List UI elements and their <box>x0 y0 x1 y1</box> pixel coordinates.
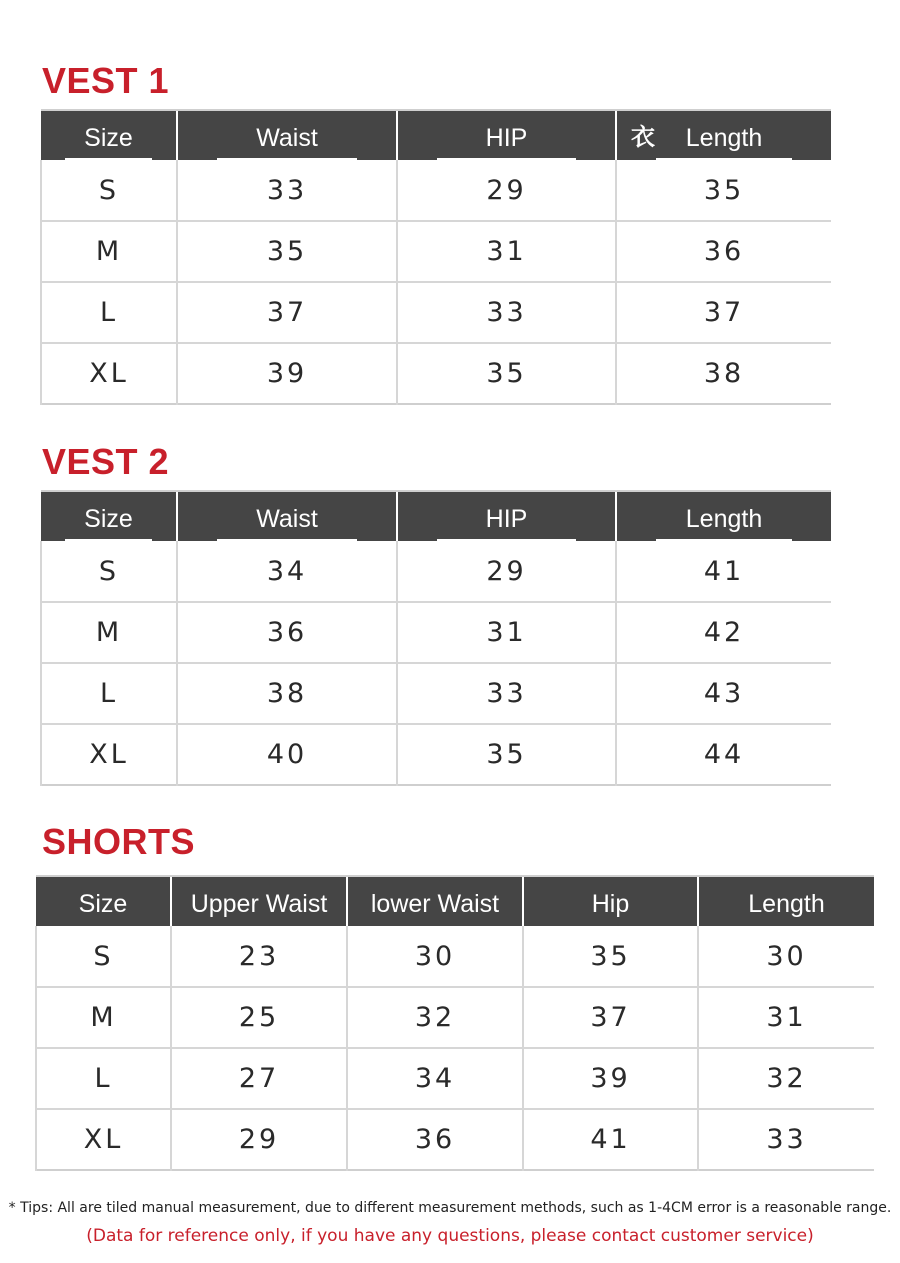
length-cell: 31 <box>698 987 874 1048</box>
size-cell: XL <box>41 724 177 785</box>
hip-cell: 41 <box>523 1109 698 1170</box>
upper-waist-cell: 29 <box>171 1109 347 1170</box>
chinese-garment-glyph: 衣 <box>631 123 655 151</box>
measurement-tips: * Tips: All are tiled manual measurement, due to different measurement methods, such as 1-4CM error is a reasonable range. <box>8 1200 892 1216</box>
header-size: Size <box>36 876 171 926</box>
shorts-title: SHORTS <box>42 821 196 862</box>
length-cell: 42 <box>616 602 831 663</box>
table-row <box>41 343 831 404</box>
header-lower-waist: lower Waist <box>347 876 523 926</box>
hip-cell: 29 <box>397 160 616 221</box>
waist-cell: 38 <box>177 663 397 724</box>
size-cell: L <box>41 282 177 343</box>
shorts-size-table <box>35 875 874 1171</box>
table-row <box>36 1048 874 1109</box>
length-cell: 33 <box>698 1109 874 1170</box>
length-cell: 43 <box>616 663 831 724</box>
upper-waist-cell: 27 <box>171 1048 347 1109</box>
header-upper-waist: Upper Waist <box>171 876 347 926</box>
table-row <box>36 987 874 1048</box>
table-row <box>36 1109 874 1170</box>
size-cell: S <box>41 160 177 221</box>
header-size: Size <box>41 491 177 541</box>
size-cell: S <box>41 541 177 602</box>
waist-cell: 35 <box>177 221 397 282</box>
lower-waist-cell: 30 <box>347 926 523 987</box>
size-cell: L <box>36 1048 171 1109</box>
table-row <box>36 926 874 987</box>
length-cell: 30 <box>698 926 874 987</box>
hip-cell: 33 <box>397 282 616 343</box>
hip-cell: 35 <box>397 724 616 785</box>
hip-cell: 33 <box>397 663 616 724</box>
hip-cell: 35 <box>523 926 698 987</box>
header-size: Size <box>41 110 177 160</box>
length-cell: 36 <box>616 221 831 282</box>
vest2-title: VEST 2 <box>42 441 170 482</box>
header-waist: Waist <box>177 491 397 541</box>
header-hip: HIP <box>397 110 616 160</box>
upper-waist-cell: 23 <box>171 926 347 987</box>
table-row <box>41 663 831 724</box>
table-header-row <box>41 491 831 541</box>
header-length: Length <box>616 491 831 541</box>
waist-cell: 33 <box>177 160 397 221</box>
length-cell: 32 <box>698 1048 874 1109</box>
header-length: Length <box>698 876 874 926</box>
waist-cell: 34 <box>177 541 397 602</box>
table-header-row <box>41 110 831 160</box>
waist-cell: 36 <box>177 602 397 663</box>
vest1-size-table <box>40 109 831 405</box>
length-cell: 35 <box>616 160 831 221</box>
lower-waist-cell: 32 <box>347 987 523 1048</box>
length-cell: 44 <box>616 724 831 785</box>
header-hip: Hip <box>523 876 698 926</box>
size-cell: L <box>41 663 177 724</box>
table-row <box>41 160 831 221</box>
hip-cell: 35 <box>397 343 616 404</box>
lower-waist-cell: 34 <box>347 1048 523 1109</box>
table-row <box>41 221 831 282</box>
upper-waist-cell: 25 <box>171 987 347 1048</box>
length-cell: 37 <box>616 282 831 343</box>
hip-cell: 29 <box>397 541 616 602</box>
vest1-title: VEST 1 <box>42 60 170 101</box>
table-header-row <box>36 876 874 926</box>
hip-cell: 37 <box>523 987 698 1048</box>
length-cell: 38 <box>616 343 831 404</box>
lower-waist-cell: 36 <box>347 1109 523 1170</box>
size-cell: S <box>36 926 171 987</box>
waist-cell: 37 <box>177 282 397 343</box>
hip-cell: 39 <box>523 1048 698 1109</box>
reference-disclaimer: (Data for reference only, if you have any questions, please contact customer service) <box>86 1226 814 1246</box>
vest2-size-table <box>40 490 831 786</box>
size-cell: XL <box>41 343 177 404</box>
waist-cell: 39 <box>177 343 397 404</box>
table-row <box>41 602 831 663</box>
size-cell: M <box>41 602 177 663</box>
length-cell: 41 <box>616 541 831 602</box>
hip-cell: 31 <box>397 602 616 663</box>
table-row <box>41 541 831 602</box>
waist-cell: 40 <box>177 724 397 785</box>
header-hip: HIP <box>397 491 616 541</box>
size-cell: M <box>41 221 177 282</box>
size-cell: XL <box>36 1109 171 1170</box>
table-row <box>41 724 831 785</box>
header-length: 衣 Length <box>616 110 831 160</box>
size-cell: M <box>36 987 171 1048</box>
table-row <box>41 282 831 343</box>
header-waist: Waist <box>177 110 397 160</box>
hip-cell: 31 <box>397 221 616 282</box>
